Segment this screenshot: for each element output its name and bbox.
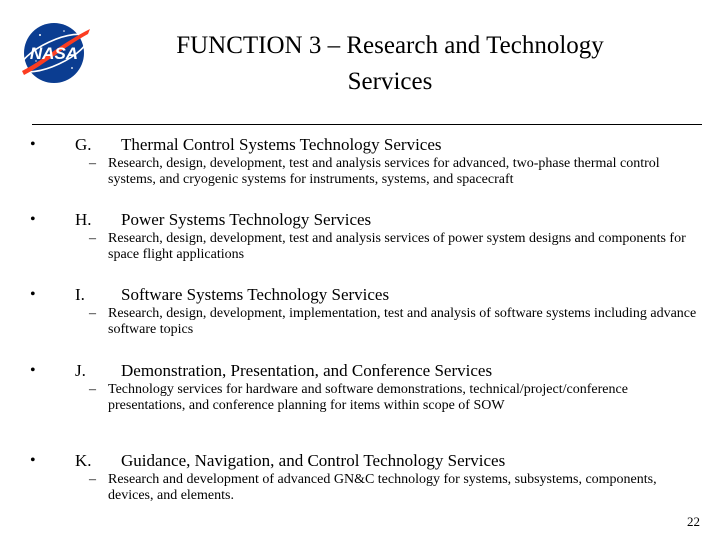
item-letter: K. [75,451,92,470]
slide-title-line-1: FUNCTION 3 – Research and Technology [176,32,604,59]
item-letter: G. [75,135,92,154]
item-description: Research, design, development, implementation, test and analysis of software systems including advance software topics [108,306,697,337]
bullet: • [30,362,36,379]
bullet: • [30,136,36,153]
item-heading: Guidance, Navigation, and Control Technology Services [121,451,506,470]
slide-title-line-2: Services [347,68,433,95]
item-letter: H. [75,210,92,229]
sub-bullet-dash: – [89,156,96,171]
slide-title [100,28,680,100]
sub-bullet-dash: – [89,231,96,246]
sub-bullet-dash: – [89,306,96,321]
item-description: Research and development of advanced GN&C technology for systems, subsystems, components, devices, and elements. [108,472,657,503]
item-description: Technology services for hardware and software demonstrations, technical/project/conference presentations, and conference planning for items within scope of SOW [108,382,628,413]
title-divider [32,124,702,125]
logo-text: NASA [29,44,79,63]
page-number: 22 [687,514,700,529]
item-heading: Demonstration, Presentation, and Conference Services [121,361,493,380]
bullet: • [30,211,36,228]
item-heading: Power Systems Technology Services [121,210,372,229]
item-heading: Software Systems Technology Services [121,285,390,304]
nasa-logo [14,13,94,93]
item-description: Research, design, development, test and analysis services for advanced, two-phase thermal control systems, and cryogenic systems for instruments, systems, and spacecraft [108,156,660,187]
bullet: • [30,452,36,469]
item-letter: I. [75,285,85,304]
item-letter: J. [75,361,86,380]
item-description: Research, design, development, test and analysis services of power system designs and components for space flight applications [108,231,686,262]
item-heading: Thermal Control Systems Technology Services [121,135,442,154]
bullet: • [30,286,36,303]
sub-bullet-dash: – [89,472,96,487]
sub-bullet-dash: – [89,382,96,397]
